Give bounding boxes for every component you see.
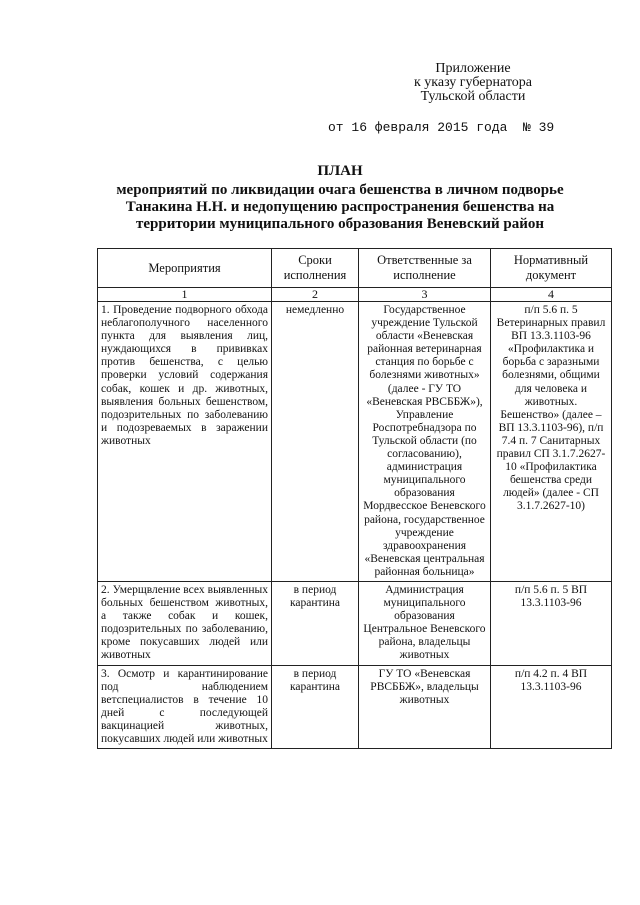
cell-responsible: Администрация муниципального образования Центральное Веневского района, владельцы животных [359, 581, 491, 665]
header-terms: Сроки исполнения [272, 249, 359, 288]
table-row [98, 581, 612, 665]
cell-term: немедленно [272, 302, 359, 582]
column-number: 3 [359, 288, 491, 302]
appendix-line: Приложение [435, 61, 511, 76]
appendix-line: Тульской области [420, 89, 526, 104]
decree-date: от 16 февраля 2015 года [328, 120, 508, 135]
table-row [98, 665, 612, 749]
appendix-block [388, 62, 558, 104]
column-number-row [98, 288, 612, 302]
header-document: Нормативный документ [491, 249, 612, 288]
decree-number: № 39 [523, 120, 555, 135]
cell-document: п/п 4.2 п. 4 ВП 13.3.1103-96 [491, 665, 612, 749]
cell-term: в период карантина [272, 665, 359, 749]
column-number: 4 [491, 288, 612, 302]
table-header-row [98, 249, 612, 288]
column-number: 1 [98, 288, 272, 302]
header-responsible: Ответственные за исполнение [359, 249, 491, 288]
appendix-line: к указу губернатора [413, 75, 533, 90]
cell-action: 2. Умерщвление всех выявленных больных бешенством животных, а также собак и кошек, подозрительных по заболеванию, кроме покусавших людей или животных [98, 581, 272, 665]
plan-title: ПЛАН [317, 163, 363, 179]
cell-responsible: Государственное учреждение Тульской области «Веневская районная ветеринарная станция по борьбе с болезнями животных» (далее - ГУ ТО «Веневская РВСББЖ»), Управление Роспотребнадзора по Тульской области (по согласованию), администрация муниципального образования Мордвесское Веневского района, государственное учреждение здравоохранения «Веневская центральная районная больница» [359, 302, 491, 582]
cell-term: в период карантина [272, 581, 359, 665]
cell-document: п/п 5.6 п. 5 Ветеринарных правил ВП 13.3.1103-96 «Профилактика и борьба с заразными болезнями, общими для человека и животных. Бешенство» (далее – ВП 13.3.1103-96), п/п 7.4 п. 7 Санитарных правил СП 3.1.7.2627-10 «Профилактика бешенства среди людей» (далее - СП 3.1.7.2627-10) [491, 302, 612, 582]
plan-subtitle-line: территории муниципального образования Веневский район [135, 216, 544, 232]
cell-document: п/п 5.6 п. 5 ВП 13.3.1103-96 [491, 581, 612, 665]
header-actions: Мероприятия [98, 249, 272, 288]
cell-action: 1. Проведение подворного обхода неблагополучного населенного пункта для выявления лиц, нуждающихся в прививках против бешенства, с целью проверки условий содержания собак, кошек и др. животных, выявления больных бешенством, подозрительных по заболеванию и подозреваемых в заражении животных [98, 302, 272, 582]
plan-table [97, 248, 612, 749]
plan-subtitle [80, 182, 600, 233]
decree-line [328, 120, 588, 135]
table-row [98, 302, 612, 582]
plan-subtitle-line: мероприятий по ликвидации очага бешенства в личном подворье [116, 182, 564, 198]
column-number: 2 [272, 288, 359, 302]
cell-action: 3. Осмотр и карантинирование под наблюдением ветспециалистов в течение 10 дней с последующей вакцинацией животных, покусавших людей или животных [98, 665, 272, 749]
plan-subtitle-line: Танакина Н.Н. и недопущению распространения бешенства на [125, 199, 555, 215]
cell-responsible: ГУ ТО «Веневская РВСББЖ», владельцы животных [359, 665, 491, 749]
